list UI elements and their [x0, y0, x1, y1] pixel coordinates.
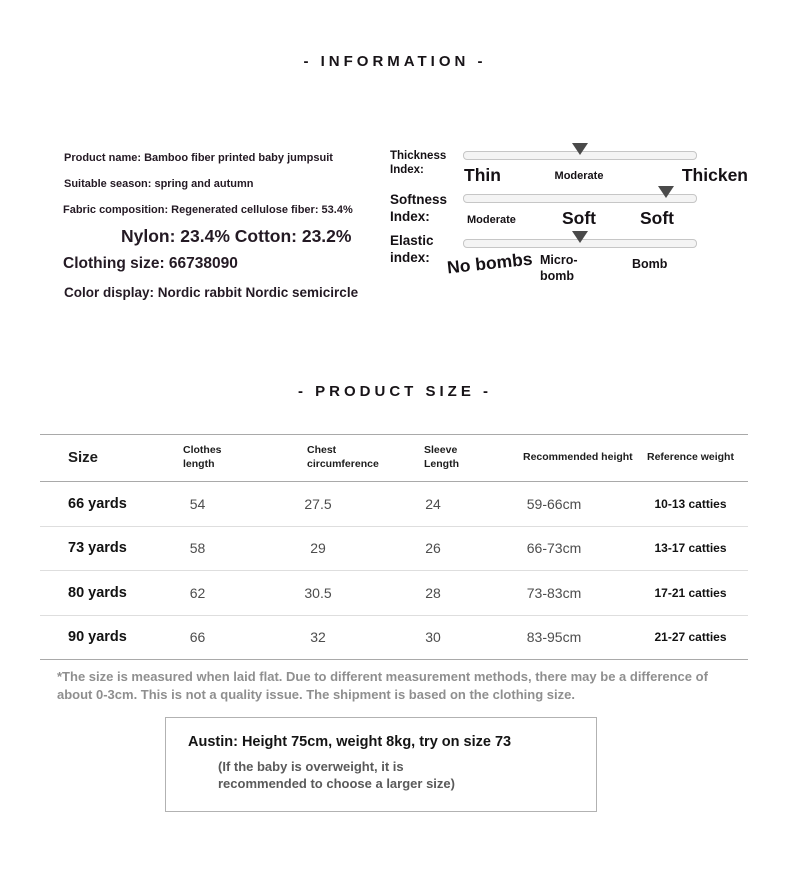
clothing-size-line: Clothing size: 66738090 [63, 255, 238, 272]
cell-weight: 13-17 catties [654, 541, 727, 556]
cell-height: 83-95cm [526, 629, 582, 646]
cell-height: 73-83cm [526, 584, 582, 601]
size-table [40, 434, 748, 660]
fit-line-sub-2: recommended to choose a larger size) [218, 776, 455, 791]
header-size: Size [68, 449, 99, 467]
softness-marker-icon [658, 186, 674, 198]
cell-clothes-length: 58 [189, 540, 206, 557]
cell-size: 73 yards [68, 540, 127, 557]
cell-weight: 17-21 catties [654, 585, 727, 600]
elastic-scale-no-bombs: No bombs [446, 248, 534, 278]
fabric-composition-line-2: Nylon: 23.4% Cotton: 23.2% [121, 226, 352, 246]
header-chest-circumference: Chest circumference [307, 444, 379, 470]
cell-clothes-length: 66 [189, 629, 206, 646]
thickness-index-label: Thickness Index: [390, 150, 447, 177]
cell-sleeve: 26 [425, 540, 441, 557]
fabric-composition-line: Fabric composition: Regenerated cellulose fiber: 53.4% [63, 204, 353, 216]
table-row [40, 527, 748, 572]
thickness-slider-track [463, 151, 697, 160]
thickness-scale-moderate: Moderate [554, 170, 604, 182]
table-row [40, 482, 748, 527]
header-clothes-length: Clothes length [183, 444, 222, 470]
thickness-scale-thin: Thin [464, 165, 501, 185]
cell-clothes-length: 62 [189, 584, 206, 601]
header-sleeve-length: Sleeve Length [424, 444, 459, 470]
softness-scale-moderate: Moderate [467, 214, 516, 226]
cell-clothes-length: 54 [189, 495, 206, 512]
cell-height: 66-73cm [526, 540, 582, 557]
table-row [40, 616, 748, 660]
thickness-marker-icon [572, 143, 588, 155]
measurement-note: *The size is measured when laid flat. Due to different measurement methods, there may be a difference of about 0-3cm. This is not a quality issue. The shipment is based on the clothing size. [57, 669, 708, 703]
information-section-title: - INFORMATION - [303, 53, 487, 70]
cell-weight: 21-27 catties [654, 630, 727, 645]
cell-chest: 27.5 [304, 495, 332, 512]
thickness-scale-thicken: Thicken [681, 165, 748, 185]
cell-sleeve: 30 [425, 629, 441, 646]
cell-height: 59-66cm [526, 495, 582, 512]
cell-chest: 32 [310, 629, 326, 646]
elastic-scale-bomb: Bomb [632, 257, 668, 271]
cell-chest: 30.5 [304, 584, 332, 601]
table-row [40, 571, 748, 616]
suitable-season-line: Suitable season: spring and autumn [64, 178, 254, 190]
product-size-section-title: - PRODUCT SIZE - [298, 383, 492, 400]
fit-recommendation-box [165, 717, 597, 812]
elastic-marker-icon [572, 231, 588, 243]
cell-sleeve: 28 [425, 584, 441, 601]
color-display-line: Color display: Nordic rabbit Nordic semicircle [64, 285, 359, 300]
cell-size: 80 yards [68, 584, 127, 601]
elastic-slider-track [463, 239, 697, 248]
product-name-line: Product name: Bamboo fiber printed baby jumpsuit [64, 152, 333, 164]
cell-weight: 10-13 catties [654, 496, 727, 511]
size-table-header-row [40, 435, 748, 482]
cell-size: 66 yards [68, 495, 127, 512]
header-recommended-height: Recommended height [523, 451, 633, 464]
fit-line-sub-1: (If the baby is overweight, it is [218, 759, 404, 774]
cell-sleeve: 24 [425, 495, 441, 512]
cell-size: 90 yards [68, 629, 127, 646]
softness-scale-soft-right: Soft [639, 208, 675, 228]
cell-chest: 29 [310, 540, 326, 557]
header-reference-weight: Reference weight [647, 451, 734, 464]
softness-slider-track [463, 194, 697, 203]
elastic-index-label: Elastic index: [390, 233, 434, 265]
softness-index-label: Softness Index: [390, 192, 448, 224]
softness-scale-soft-mid: Soft [561, 208, 597, 228]
fit-line-main: Austin: Height 75cm, weight 8kg, try on size 73 [188, 734, 512, 750]
elastic-scale-micro-bomb: Micro-bomb [540, 253, 578, 284]
